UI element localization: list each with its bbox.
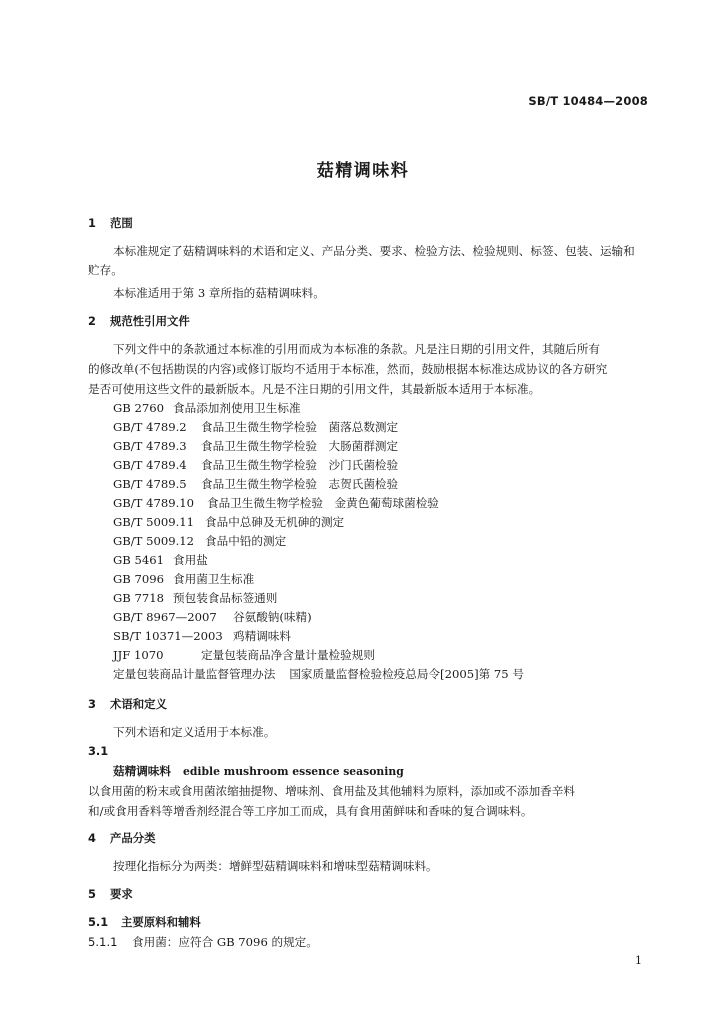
clause-5-1-1: [88, 935, 318, 949]
reference-item: GB 2760 食品添加剂使用卫生标准: [113, 401, 301, 415]
section-number: 2: [88, 314, 96, 328]
reference-item: GB 7096 食用菌卫生标准: [113, 572, 255, 586]
reference-item: GB/T 4789.10 食品卫生微生物学检验 金黄色葡萄球菌检验: [113, 496, 439, 510]
section-number: 3: [88, 697, 96, 711]
paragraph-line: 下列术语和定义适用于本标准。: [113, 725, 276, 739]
paragraph-line: 贮存。: [88, 263, 123, 277]
reference-item: GB/T 4789.3 食品卫生微生物学检验 大肠菌群测定: [113, 439, 399, 453]
reference-item: GB 7718 预包装食品标签通则: [113, 591, 278, 605]
section-number: 4: [88, 831, 96, 845]
section-title: 规范性引用文件: [110, 314, 190, 328]
paragraph-line: 的修改单(不包括勘误的内容)或修订版均不适用于本标准，然而，鼓励根据本标准达成协议的各方研究: [88, 362, 608, 376]
section-title: 术语和定义: [110, 697, 167, 711]
standard-code: SB/T 10484—2008: [528, 94, 648, 108]
reference-item: GB/T 5009.12 食品中铅的测定: [113, 534, 287, 548]
reference-item: GB 5461 食用盐: [113, 553, 208, 567]
paragraph-line: 以食用菌的粉末或食用菌浓缩抽提物、增味剂、食用盐及其他辅料为原料，添加或不添加香辛料: [88, 784, 575, 798]
section-title: 范围: [110, 216, 133, 230]
term-english: edible mushroom essence seasoning: [182, 765, 404, 778]
clause-text: 食用菌：应符合 GB 7096 的规定。: [132, 935, 318, 949]
reference-item: GB/T 4789.2 食品卫生微生物学检验 菌落总数测定: [113, 420, 399, 434]
subsection-5-1-heading: [88, 915, 201, 929]
paragraph-line: 下列文件中的条款通过本标准的引用而成为本标准的条款。凡是注日期的引用文件，其随后所有: [113, 342, 600, 356]
paragraph-line: 按理化指标分为两类：增鲜型菇精调味料和增味型菇精调味料。: [113, 859, 438, 873]
section-5-heading: [88, 887, 133, 901]
clause-number: 5.1.1: [88, 935, 118, 949]
reference-item: GB/T 8967—2007 谷氨酸钠(味精): [113, 610, 312, 624]
reference-item: GB/T 4789.5 食品卫生微生物学检验 志贺氏菌检验: [113, 477, 399, 491]
section-title: 要求: [110, 887, 133, 901]
paragraph-line: 本标准适用于第 3 章所指的菇精调味料。: [113, 286, 325, 300]
reference-item: GB/T 4789.4 食品卫生微生物学检验 沙门氏菌检验: [113, 458, 399, 472]
section-3-heading: [88, 697, 167, 711]
section-title: 产品分类: [110, 831, 156, 845]
term-chinese: 菇精调味料: [113, 764, 171, 778]
section-number: 1: [88, 216, 96, 230]
subsection-number: 5.1: [88, 915, 109, 929]
paragraph-line: 和/或食用香料等增香剂经混合等工序加工而成，具有食用菌鲜味和香味的复合调味料。: [88, 804, 533, 818]
section-number: 5: [88, 887, 96, 901]
paragraph-line: 是否可使用这些文件的最新版本。凡是不注日期的引用文件，其最新版本适用于本标准。: [88, 382, 541, 396]
subsection-title: 主要原料和辅料: [121, 915, 201, 929]
paragraph-line: 本标准规定了菇精调味料的术语和定义、产品分类、要求、检验方法、检验规则、标签、包装、运输和: [113, 244, 635, 258]
reference-item: SB/T 10371—2003 鸡精调味料: [113, 629, 291, 643]
reference-item: 定量包装商品计量监督管理办法 国家质量监督检验检疫总局令[2005]第 75 号: [113, 667, 524, 681]
section-2-heading: [88, 314, 190, 328]
subsection-number: 3.1: [88, 744, 109, 758]
document-title: 菇精调味料: [316, 161, 410, 181]
page-number: 1: [635, 954, 642, 967]
term-entry: [113, 764, 404, 779]
section-4-heading: [88, 831, 156, 845]
reference-item: JJF 1070 定量包装商品净含量计量检验规则: [113, 648, 375, 662]
section-1-heading: [88, 216, 133, 230]
reference-item: GB/T 5009.11 食品中总砷及无机砷的测定: [113, 515, 345, 529]
